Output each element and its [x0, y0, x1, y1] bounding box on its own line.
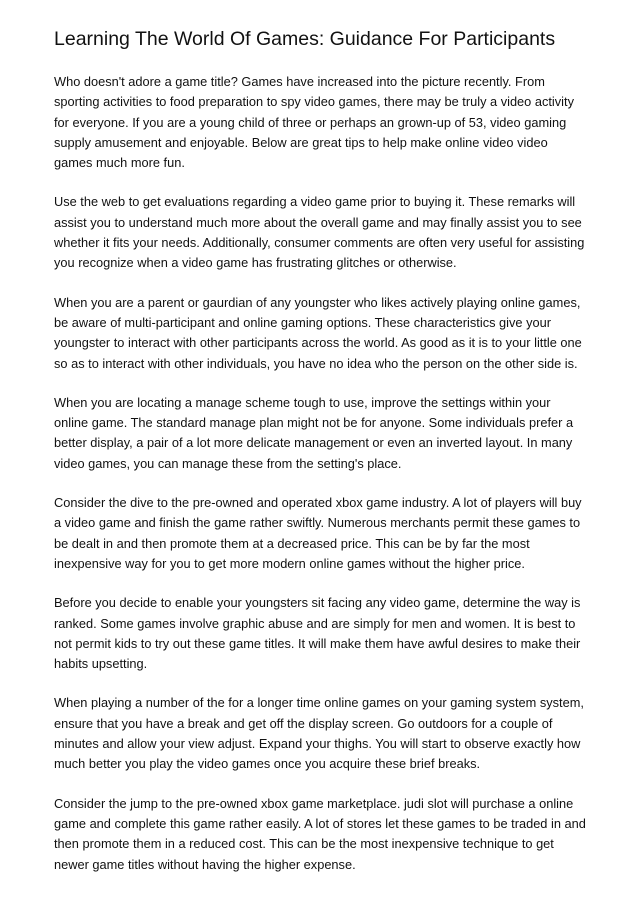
paragraph: Consider the jump to the pre-owned xbox game marketplace. judi slot will purchase a online game and complete this game rather easily. A lot of stores let these games to be traded in and then promote them in a reduced cost. This can be the most inexpensive technique to get newer game titles without having the higher expense. [54, 795, 586, 872]
document-title: Learning The World Of Games: Guidance For Participants [54, 28, 556, 50]
paragraph: When you are locating a manage scheme tough to use, improve the settings within your online game. The standard manage plan might not be for anyone. Some individuals prefer a better display, a pair of a lot more delicate management or even an inverted layout. In many video games, you can manage these from the setting's place. [54, 394, 574, 471]
paragraph: Use the web to get evaluations regarding a video game prior to buying it. These remarks will assist you to understand much more about the overall game and may finally assist you to see whether it fits your needs. Additionally, consumer comments are often very useful for assisting you recognize when a video game has frustrating glitches or otherwise. [54, 194, 585, 271]
paragraph: When playing a number of the for a longer time online games on your gaming system system, ensure that you have a break and get off the display screen. Go outdoors for a couple of minutes and allow your view adjust. Expand your thighs. You will start to observe exactly how much better you play the video games once you acquire these brief breaks. [54, 695, 584, 772]
paragraph: Before you decide to enable your youngsters sit facing any video game, determine the way is ranked. Some games involve graphic abuse and are simply for men and women. It is best to not permit kids to try out these game titles. It will make them have awful desires to make their habits upsetting. [54, 595, 581, 672]
paragraph: Who doesn't adore a game title? Games have increased into the picture recently. From sporting activities to food preparation to spy video games, there may be truly a video activity for everyone. If you are a young child of three or perhaps an grown-up of 53, video gaming supply amusement and enjoyable. Below are great tips to help make online video video games much more fun. [54, 74, 574, 171]
paragraph: Consider the dive to the pre-owned and operated xbox game industry. A lot of players will buy a video game and finish the game rather swiftly. Numerous merchants permit these games to be dealt in and then promote them at a decreased price. This can be by far the most inexpensive way for you to get more modern online games without the higher price. [54, 495, 582, 571]
paragraph: When you are a parent or gaurdian of any youngster who likes actively playing online games, be aware of multi-participant and online gaming options. These characteristics give your youngster to interact with other participants across the world. As good as it is to your little one so as to interact with other individuals, you have no idea who the person on the other side is. [54, 294, 582, 371]
